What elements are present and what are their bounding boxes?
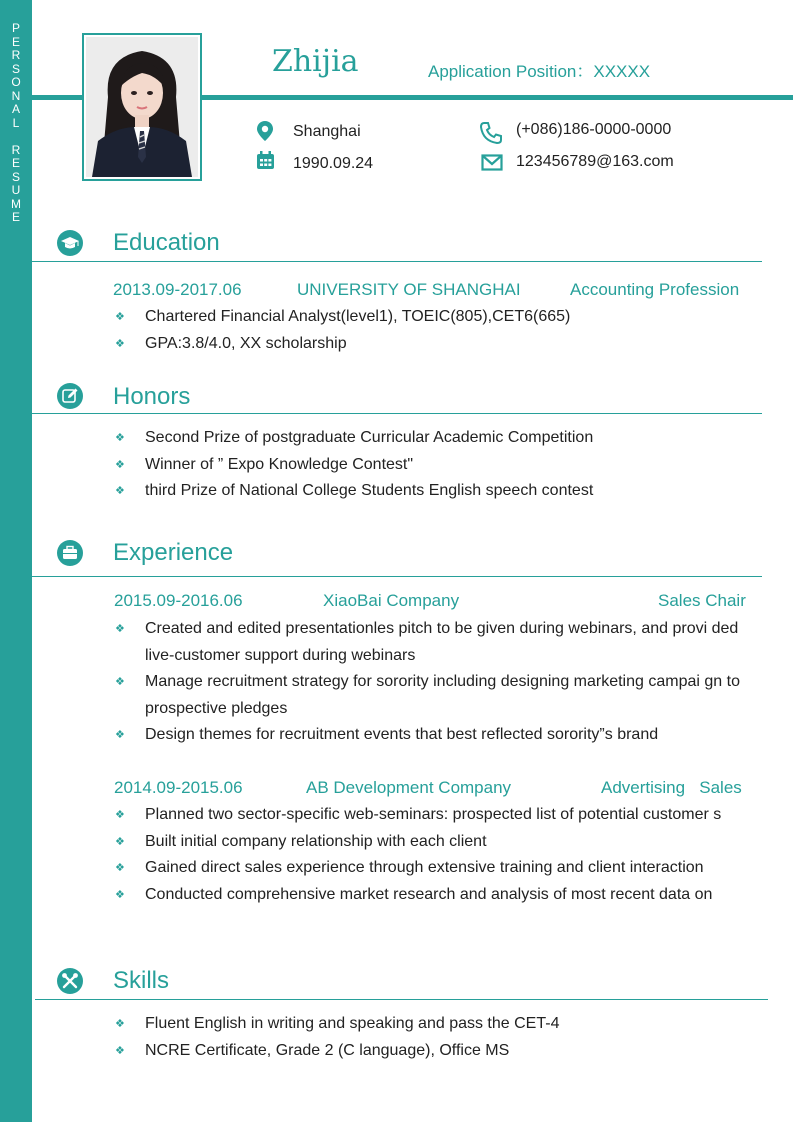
profile-photo [86,37,198,177]
job-role: Sales Chair [658,591,746,610]
location-icon [254,120,276,142]
list-item [112,452,762,479]
list-item [112,829,754,856]
education-divider [32,261,762,262]
list-item-text: GPA:3.8/4.0, XX scholarship [145,334,347,352]
honors-divider [32,413,762,414]
bullet-icon: ❖ [115,337,125,350]
list-item [112,331,762,358]
email-text: 123456789@163.com [516,153,674,170]
education-major: Accounting Profession [570,280,740,299]
list-item-text: NCRE Certificate, Grade 2 (C language), Office MS [145,1041,510,1059]
sidebar-letter: P [11,21,20,35]
list-item [112,855,754,882]
sidebar-letter: S [11,169,20,184]
sidebar-letter: R [11,142,21,157]
honors-heading: Honors [113,383,191,410]
sidebar-letter: E [11,34,20,49]
list-item-text: Gained direct sales experience through extensive training and client interaction [145,859,704,877]
birthday-text: 1990.09.24 [293,155,374,172]
skills-divider [35,999,768,1000]
experience-heading: Experience [113,539,234,566]
list-item-text: Chartered Financial Analyst(level1), TOEIC(805),CET6(665) [145,308,571,325]
sidebar-letter: A [11,102,20,116]
education-list [112,304,762,357]
job-company: XiaoBai Company [323,591,460,610]
sidebar-letter [0,130,32,144]
sidebar-letter: E [11,210,20,224]
application-position: Application Position：XXXXX [428,62,651,81]
list-item-text: Second Prize of postgraduate Curricular Academic Competition [145,429,594,446]
list-item-text: third Prize of National College Students English speech contest [145,482,594,500]
list-item [112,304,762,331]
list-item-text: Created and edited presentationles pitch to be given during webinars, and provi ded live-customer support during webinars [145,620,739,664]
bullet-icon: ❖ [115,862,125,875]
sidebar-letter: N [11,88,21,103]
sidebar-letter: E [11,156,20,170]
bullet-icon: ❖ [115,311,125,323]
list-item [112,1038,762,1065]
sidebar-band [0,0,32,1122]
portrait-illustration [86,37,198,177]
job-period: 2014.09-2015.06 [114,778,243,797]
list-item [112,722,754,749]
list-item-text: Built initial company relationship with each client [145,832,487,850]
applicant-name: Zhijia [272,44,359,79]
list-item-text: Winner of ” Expo Knowledge Contest" [145,455,414,473]
job-duties-list [112,802,754,908]
list-item-text: Fluent English in writing and speaking and pass the CET-4 [145,1015,560,1032]
bullet-icon: ❖ [115,1044,125,1057]
bullet-icon: ❖ [115,1018,125,1030]
list-item-text: Planned two sector-specific web-seminars: prospected list of potential customer s [145,806,722,823]
list-item-text: Conducted comprehensive market research and analysis of most recent data on [145,885,713,903]
bullet-icon: ❖ [115,432,125,444]
job-role: Advertising Sales [601,778,742,797]
sidebar-letter: O [11,75,21,89]
list-item [112,882,754,909]
sidebar-letter: S [11,61,20,76]
skills-heading: Skills [113,967,170,994]
list-item-text: Design themes for recruitment events that best reflected sorority”s brand [145,726,659,744]
city-text: Shanghai [293,123,361,140]
job-duties-list [112,616,754,749]
experience-divider [32,576,762,577]
graduation-cap-icon [57,230,83,256]
list-item-text: Manage recruitment strategy for sorority including designing marketing campai gn to prospective pledges [145,673,740,717]
sidebar-vertical-label [0,22,32,225]
mail-icon [481,154,503,176]
list-item [112,669,754,722]
briefcase-icon [57,540,83,566]
skills-list [112,1011,762,1064]
calendar-icon [256,151,278,173]
bullet-icon: ❖ [115,835,125,848]
sidebar-letter: R [11,48,21,62]
overflow-mask [112,936,772,962]
list-item [112,802,754,829]
edit-icon [57,383,83,409]
bullet-icon: ❖ [115,809,125,821]
bullet-icon: ❖ [115,888,125,901]
tools-icon [57,968,83,994]
phone-text: (+086)186-0000-0000 [516,121,672,138]
job-period: 2015.09-2016.06 [114,591,243,610]
bullet-icon: ❖ [115,458,125,471]
sidebar-letter: U [11,183,21,197]
bullet-icon: ❖ [115,676,125,689]
honors-list [112,425,762,505]
bullet-icon: ❖ [115,623,125,635]
list-item [112,478,762,505]
bullet-icon: ❖ [115,485,125,498]
sidebar-letter: M [11,196,21,211]
profile-photo-frame [82,33,202,181]
bullet-icon: ❖ [115,729,125,742]
sidebar-letter: L [12,115,20,130]
education-school: UNIVERSITY OF SHANGHAI [297,280,521,299]
list-item [112,1011,762,1038]
list-item [112,616,754,669]
list-item [112,425,762,452]
education-period: 2013.09-2017.06 [113,280,242,299]
phone-icon [479,121,501,143]
education-heading: Education [113,229,220,256]
job-company: AB Development Company [306,778,512,797]
